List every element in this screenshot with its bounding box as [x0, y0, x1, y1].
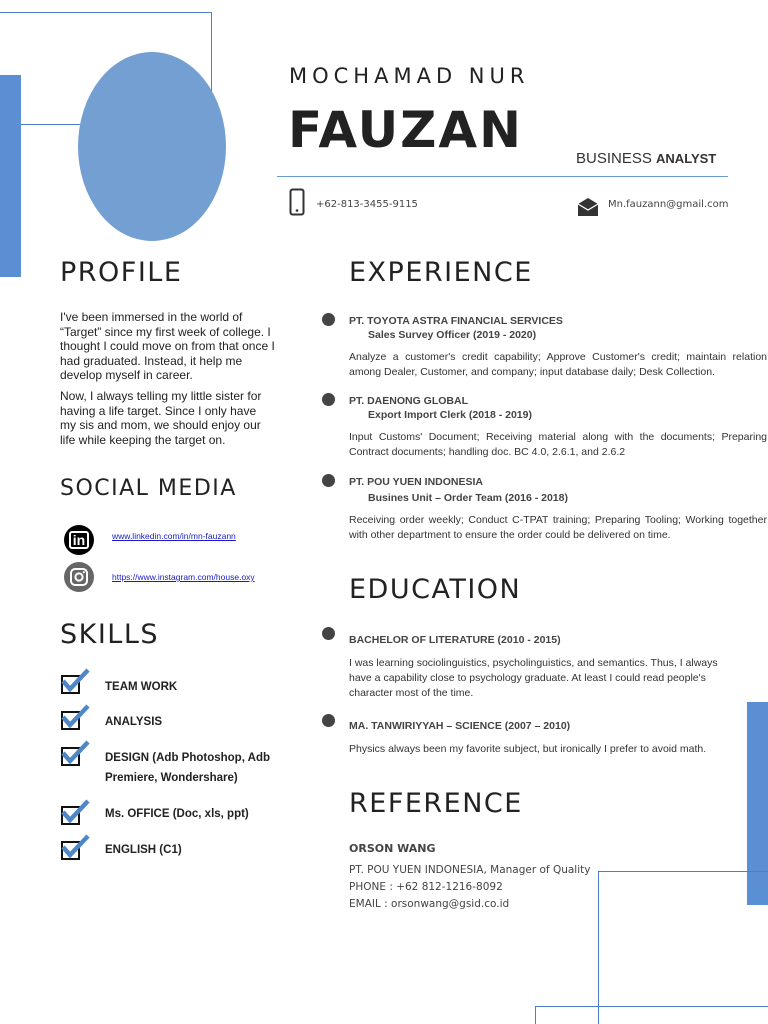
experience-company: PT. POU YUEN INDONESIA — [349, 476, 483, 488]
checkbox-checked-icon — [60, 703, 90, 736]
mail-icon — [577, 196, 599, 222]
experience-company: PT. DAENONG GLOBAL — [349, 395, 469, 407]
header-rule — [277, 176, 728, 177]
experience-heading: EXPERIENCE — [349, 257, 533, 288]
experience-description: Input Customs' Document; Receiving material along with the documents; Preparing Contract documents; handling doc. BC 4.0, 2.6.1, and 2.6.2 — [349, 431, 767, 458]
skill-item: ANALYSIS — [105, 716, 163, 728]
phone-number: +62-813-3455-9115 — [316, 199, 418, 210]
experience-role: Busines Unit – Order Team (2016 - 2018) — [368, 492, 568, 504]
skill-item: DESIGN (Adb Photoshop, Adb Premiere, Wondershare) — [105, 752, 271, 784]
education-title: BACHELOR OF LITERATURE (2010 - 2015) — [349, 634, 561, 646]
checkbox-checked-icon — [60, 833, 90, 866]
reference-phone: PHONE : +62 812-1216-8092 — [349, 881, 503, 893]
phone-icon — [289, 188, 305, 221]
skill-item: Ms. OFFICE (Doc, xls, ppt) — [105, 808, 249, 820]
skill-item: TEAM WORK — [105, 681, 178, 693]
bottom-right-frame-left-line — [598, 871, 599, 1024]
bottom-right-frame-top-line — [598, 871, 768, 872]
instagram-icon[interactable] — [64, 562, 94, 592]
experience-description: Receiving order weekly; Conduct C-TPAT training; Preparing Tooling; Working together with other department to ensure the order could be delivered on time. — [349, 514, 767, 541]
social-media-heading: SOCIAL MEDIA — [60, 476, 237, 501]
timeline-bullet — [322, 627, 335, 640]
profile-heading: PROFILE — [60, 257, 183, 288]
profile-photo-placeholder — [78, 52, 226, 241]
left-accent-bar — [0, 75, 21, 277]
instagram-link[interactable]: https://www.instagram.com/house.oxy — [112, 572, 255, 582]
last-name: FAUZAN — [288, 101, 523, 159]
education-title: MA. TANWIRIYYAH – SCIENCE (2007 – 2010) — [349, 720, 571, 732]
timeline-bullet — [322, 474, 335, 487]
bottom-right-frame-lower-left-line — [535, 1006, 536, 1024]
job-title — [576, 150, 716, 167]
top-left-frame-top-line — [0, 12, 212, 13]
right-accent-bar — [747, 702, 768, 905]
reference-name: ORSON WANG — [349, 842, 436, 855]
checkbox-checked-icon — [60, 667, 90, 700]
reference-heading: REFERENCE — [349, 788, 523, 819]
email-address[interactable]: Mn.fauzann@gmail.com — [608, 199, 729, 210]
education-description: I was learning sociolinguistics, psycholinguistics, and semantics. Thus, I always have a capability close to psychology graduate. At least I could read people's character most of the time. — [349, 657, 718, 699]
experience-description: Analyze a customer's credit capability; Approve Customer's credit; maintain relation among Dealer, Customer, and company; input database daily; Desk Collection. — [349, 351, 767, 378]
education-description: Physics always been my favorite subject, but ironically I prefer to avoid math. — [349, 743, 707, 755]
education-heading: EDUCATION — [349, 574, 522, 605]
skills-heading: SKILLS — [60, 619, 160, 650]
checkbox-checked-icon — [60, 798, 90, 831]
job-title-part1: BUSINESS — [576, 150, 657, 167]
timeline-bullet — [322, 714, 335, 727]
job-title-part2: ANALYST — [656, 151, 717, 166]
checkbox-checked-icon — [60, 739, 90, 772]
experience-company: PT. TOYOTA ASTRA FINANCIAL SERVICES — [349, 315, 563, 327]
first-name: MOCHAMAD NUR — [289, 64, 530, 88]
skill-item: ENGLISH (C1) — [105, 844, 182, 856]
experience-role: Export Import Clerk (2018 - 2019) — [368, 409, 532, 421]
linkedin-icon[interactable]: in — [64, 525, 94, 555]
timeline-bullet — [322, 313, 335, 326]
linkedin-link[interactable]: www.linkedin.com/in/mn-fauzann — [112, 531, 236, 541]
experience-role: Sales Survey Officer (2019 - 2020) — [368, 329, 537, 341]
profile-paragraph-1: I've been immersed in the world of “Target” since my first week of college. I thought I could move on from that once I had graduated. Instead, it help me develop myself in career. — [60, 310, 275, 382]
timeline-bullet — [322, 393, 335, 406]
reference-email: EMAIL : orsonwang@gsid.co.id — [349, 898, 510, 910]
reference-company: PT. POU YUEN INDONESIA, Manager of Quality — [349, 864, 591, 876]
profile-paragraph-2: Now, I always telling my little sister for having a life target. Since I only have my sis and mom, we should enjoy our life while keeping the target on. — [60, 389, 262, 447]
bottom-right-frame-lower-line — [535, 1006, 768, 1007]
